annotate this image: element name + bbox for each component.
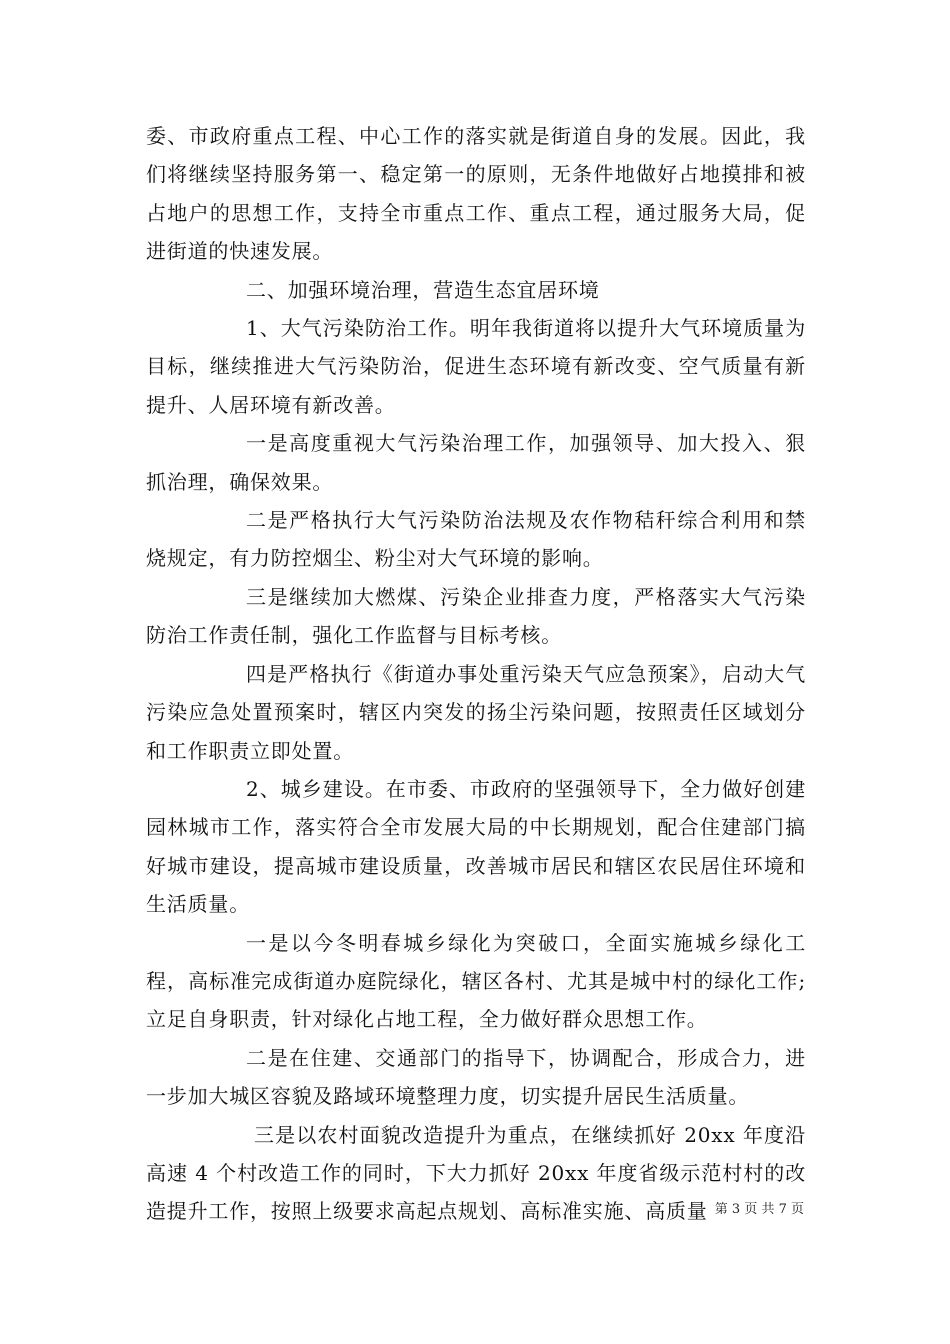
section-heading: 二、加强环境治理，营造生态宜居环境: [246, 277, 600, 302]
paragraph-item-4: 四是严格执行《街道办事处重污染天气应急预案》，启动大气污染应急处置预案时，辖区内突发的扬尘污染问题，按照责任区域划分和工作职责立即处置。: [146, 661, 806, 763]
paragraph-item-7: 三是以农村面貌改造提升为重点，在继续抓好 20xx 年度沿高速 4 个村改造工作的同时，下大力抓好 20xx 年度省级示范村村的改造提升工作，按照上级要求高起点规划、高标准实施、高质量: [146, 1122, 806, 1224]
paragraph-air-pollution: 1、大气污染防治工作。明年我街道将以提升大气环境质量为目标，继续推进大气污染防治，促进生态环境有新改变、空气质量有新提升、人居环境有新改善。: [146, 316, 806, 417]
paragraph-item-2: 二是严格执行大气污染防治法规及农作物秸秆综合利用和禁烧规定，有力防控烟尘、粉尘对大气环境的影响。: [146, 508, 806, 571]
document-body: [146, 117, 806, 1231]
paragraph-item-1: 一是高度重视大气污染治理工作，加强领导、加大投入、狠抓治理，确保效果。: [146, 431, 806, 494]
paragraph-urban-rural: 2、城乡建设。在市委、市政府的坚强领导下，全力做好创建园林城市工作，落实符合全市发展大局的中长期规划，配合住建部门搞好城市建设，提高城市建设质量，改善城市居民和辖区农民居住环境和生活质量。: [146, 776, 806, 917]
paragraph-item-3: 三是继续加大燃煤、污染企业排查力度，严格落实大气污染防治工作责任制，强化工作监督与目标考核。: [146, 584, 806, 648]
paragraph-item-6: 二是在住建、交通部门的指导下，协调配合，形成合力，进一步加大城区容貌及路域环境整理力度，切实提升居民生活质量。: [146, 1045, 806, 1109]
page-number: 第 3 页 共 7 页: [714, 1202, 804, 1217]
paragraph-item-5: 一是以今冬明春城乡绿化为突破口，全面实施城乡绿化工程，高标准完成街道办庭院绿化，辖区各村、尤其是城中村的绿化工作;立足自身职责，针对绿化占地工程，全力做好群众思想工作。: [146, 930, 806, 1032]
paragraph-continuation: 委、市政府重点工程、中心工作的落实就是街道自身的发展。因此，我们将继续坚持服务第一、稳定第一的原则，无条件地做好占地摸排和被占地户的思想工作，支持全市重点工作、重点工程，通过服务大局，促进街道的快速发展。: [146, 124, 806, 264]
